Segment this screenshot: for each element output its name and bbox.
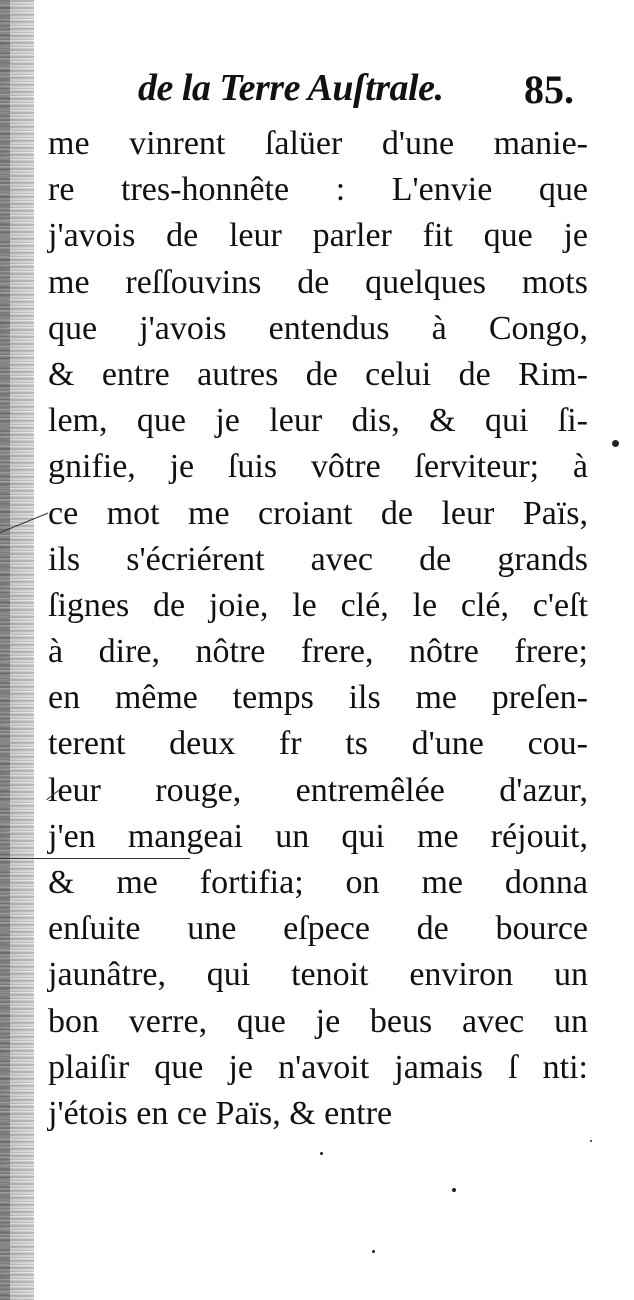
text-line: bon verre, que je beus avec un — [48, 1002, 588, 1040]
text-line: re tres-honnête : L'envie que — [48, 171, 588, 209]
text-line: leur rouge, entremêlée d'azur, — [48, 771, 588, 809]
running-title: de la Terre Auſtrale. — [138, 67, 444, 109]
text-line: terent deux fr ts d'une cou- — [48, 725, 588, 763]
text-line: plaiſir que je n'avoit jamais ſ nti: — [48, 1048, 588, 1086]
text-line: jaunâtre, qui tenoit environ un — [48, 956, 588, 994]
text-line: j'étois en ce Païs, & entre — [48, 1094, 393, 1132]
speck — [372, 1250, 375, 1253]
text-line: à dire, nôtre frere, nôtre frere; — [48, 633, 588, 671]
text-line: ce mot me croiant de leur Païs, — [48, 494, 588, 532]
text-line: me reſſouvins de quelques mots — [48, 263, 588, 301]
binding-edge — [0, 0, 10, 1300]
text-line: me vinrent ſalüer d'une manie- — [48, 125, 588, 162]
text-line: ils s'écriérent avec de grands — [48, 540, 588, 578]
page-header — [138, 66, 598, 126]
speck — [590, 1140, 592, 1142]
text-line: & me fortifia; on me donna — [48, 864, 588, 901]
speck — [320, 1152, 323, 1155]
text-line: & entre autres de celui de Rim- — [48, 355, 588, 393]
text-line: gnifie, je ſuis vôtre ſerviteur; à — [48, 448, 588, 486]
text-line: en même temps ils me preſen- — [48, 679, 588, 717]
speck — [612, 440, 619, 447]
text-line: que j'avois entendus à Congo, — [48, 309, 588, 347]
speck — [452, 1188, 456, 1192]
body-text — [48, 121, 588, 1137]
text-line: lem, que je leur dis, & qui ſi- — [48, 402, 588, 440]
page-number: 85. — [524, 67, 574, 112]
text-line: j'en mangeai un qui me réjouit, — [48, 817, 588, 855]
text-line: enſuite une eſpece de bource — [48, 910, 588, 948]
text-line: j'avois de leur parler fit que je — [48, 217, 588, 255]
stray-mark — [0, 858, 190, 859]
text-line: ſignes de joie, le clé, le clé, c'eſt — [48, 586, 588, 624]
